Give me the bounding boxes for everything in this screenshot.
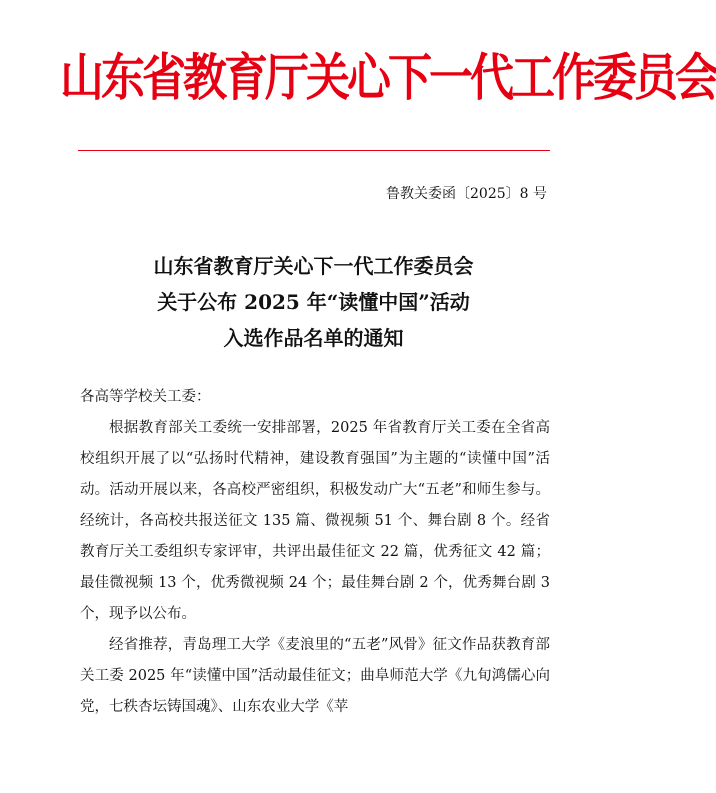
body-paragraph-1: 根据教育部关工委统一安排部署，2025 年省教育厅关工委在全省高校组织开展了以“弘扬时代精神，建设教育强国”为主题的“读懂中国”活动。活动开展以来，各高校严密组织，积极发动广大“五老”和师生参与。经统计，各高校共报送征文 135 篇、微视频 51 个、舞台剧 8 个。经省教育厅关工委组织专家评审，共评出最佳征文 22 篇，优秀征文 42 篇；最佳微视频 13 个，优秀微视频 24 个；最佳舞台剧 2 个，优秀舞台剧 3 个，现予以公布。: [80, 420, 550, 622]
salutation: 各高等学校关工委：: [80, 389, 211, 405]
title-line-2: 关于公布 2025 年“读懂中国”活动: [157, 290, 470, 314]
body-paragraph-2: 经省推荐，青岛理工大学《麦浪里的“五老”风骨》征文作品获教育部关工委 2025 年“读懂中国”活动最佳征文；曲阜师范大学《九旬鸿儒心向党，七秩杏坛铸国魂》、山东农业大学《苹: [80, 637, 550, 715]
red-separator-line: [78, 150, 550, 151]
red-masthead-title: 山东省教育厅关心下一代工作委员会: [60, 49, 716, 108]
document-number: 鲁教关委函〔2025〕8 号: [386, 186, 547, 202]
notice-title: [70, 248, 557, 356]
notice-body: [80, 382, 550, 723]
title-line-3: 入选作品名单的通知: [223, 326, 404, 350]
title-line-1: 山东省教育厅关心下一代工作委员会: [153, 254, 474, 278]
